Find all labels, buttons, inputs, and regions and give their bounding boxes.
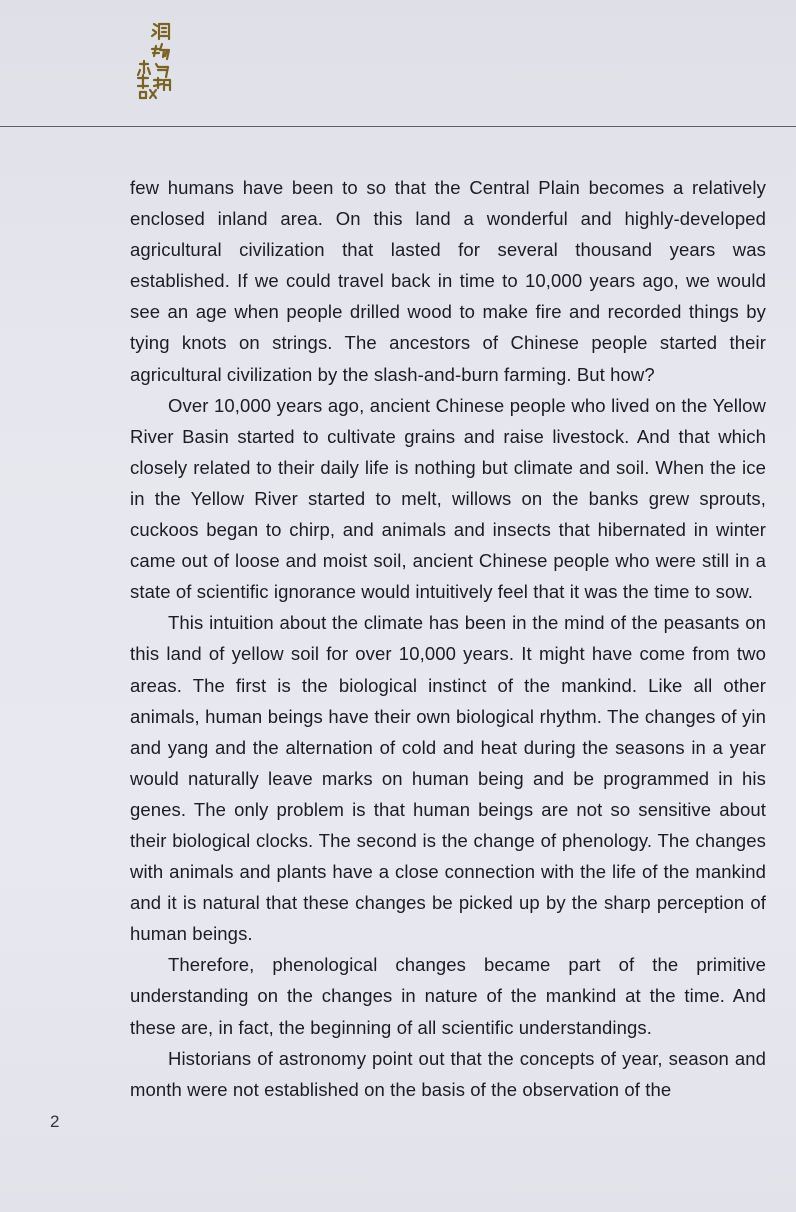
calligraphy-logo-icon [134, 20, 174, 100]
paragraph-3: This intuition about the climate has been in the mind of the peasants on this land of yellow soil for over 10,000 years. It might have come from two areas. The first is the biological instinct of the mankind. Like all other animals, human beings have their own biological rhythm. The changes of yin and yang and the alternation of cold and heat during the seasons in a year would naturally leave marks on human being and be programmed in his genes. The only problem is that human beings are not so sensitive about their biological clocks. The second is the change of phenology. The changes with animals and plants have a close connection with the life of the mankind and it is natural that these changes be picked up by the sharp perception of human beings. [130, 612, 766, 945]
paragraph-1: few humans have been to so that the Central Plain becomes a relatively enclosed inland area. On this land a wonderful and highly-developed agricultural civilization that lasted for several thousand years was established. If we could travel back in time to 10,000 years ago, we would see an age when people drilled wood to make fire and recorded things by tying knots on strings. The ancestors of Chinese people started their agricultural civilization by the slash-and-burn farming. But how? [130, 177, 766, 385]
calligraphy-logo [134, 20, 174, 100]
paragraph-4: Therefore, phenological changes became part of the primitive understanding on the changes in nature of the mankind at the time. And these are, in fact, the beginning of all scientific understandings. [130, 954, 766, 1038]
page-body [130, 172, 766, 1105]
page-number: 2 [50, 1112, 60, 1131]
paragraph-5: Historians of astronomy point out that the concepts of year, season and month were not established on the basis of the observation of the [130, 1047, 766, 1100]
header-rule [0, 126, 796, 127]
paragraph-2: Over 10,000 years ago, ancient Chinese people who lived on the Yellow River Basin started to cultivate grains and raise livestock. And that which closely related to their daily life is nothing but climate and soil. When the ice in the Yellow River started to melt, willows on the banks grew sprouts, cuckoos began to chirp, and animals and insects that hibernated in winter came out of loose and moist soil, ancient Chinese people who were still in a state of scientific ignorance would intuitively feel that it was the time to sow. [130, 394, 766, 603]
